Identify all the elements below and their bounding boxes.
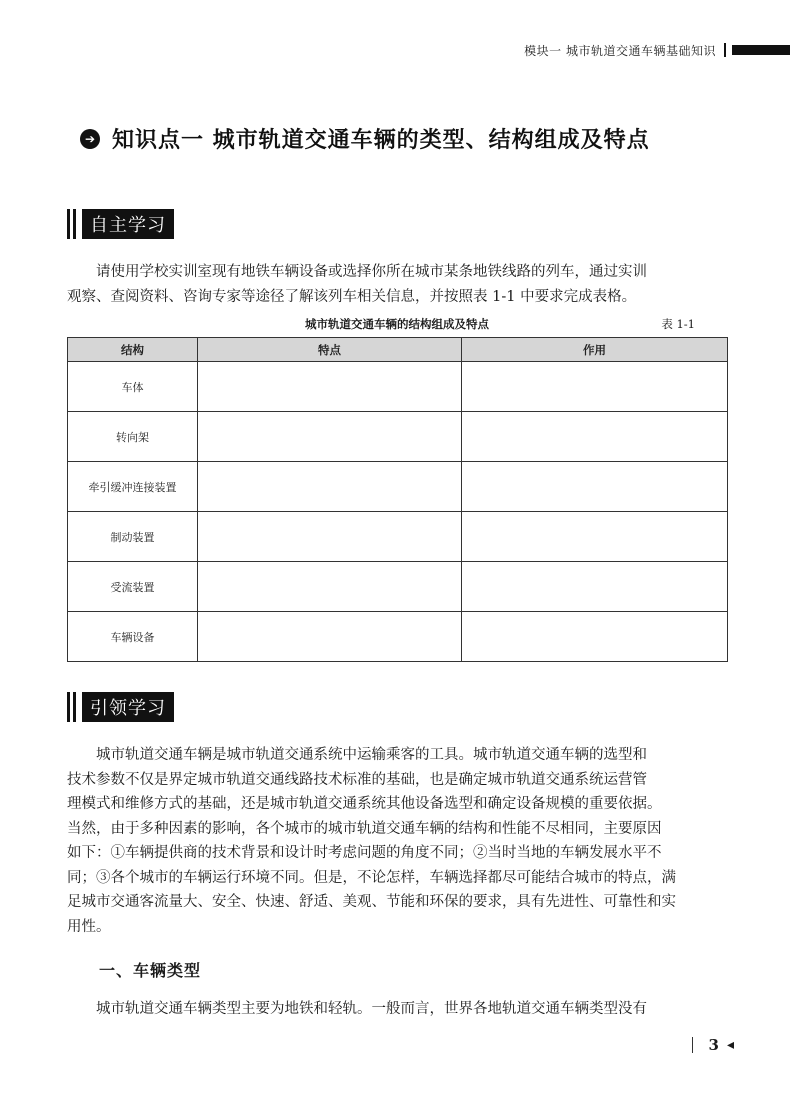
feature-cell[interactable] (198, 362, 462, 412)
paragraph-line: 如下：①车辆提供商的技术背景和设计时考虑问题的角度不同；②当时当地的车辆发展水平不 (67, 845, 662, 861)
table-number: 表 1-1 (661, 317, 695, 331)
section-heading: 一、车辆类型 (99, 961, 202, 980)
function-cell[interactable] (462, 462, 728, 512)
arrow-left-icon: ◂ (726, 1037, 734, 1053)
paragraph-line: 技术参数不仅是界定城市轨道交通线路技术标准的基础，也是确定城市轨道交通系统运营管 (67, 771, 647, 788)
table-header-row (68, 338, 728, 362)
table-row (68, 362, 728, 412)
paragraph-line: 足城市交通客流量大、安全、快速、舒适、美观、节能和环保的要求，具有先进性、可靠性和实 (67, 894, 676, 910)
table-row (68, 462, 728, 512)
paragraph-line: 同；③各个城市的车辆运行环境不同。但是，不论怎样，车辆选择都尽可能结合城市的特点，满 (67, 869, 676, 886)
banner-stripes (67, 209, 79, 239)
structure-cell: 制动装置 (68, 512, 198, 562)
structure-cell: 转向架 (68, 412, 198, 462)
column-header-feature: 特点 (198, 338, 462, 362)
structure-cell: 车辆设备 (68, 612, 198, 662)
structure-table (67, 337, 728, 662)
feature-cell[interactable] (198, 612, 462, 662)
header-divider (724, 43, 726, 57)
paragraph-line: 观察、查阅资料、咨询专家等途径了解该列车相关信息，并按照表 1-1 中要求完成表格。 (67, 288, 637, 305)
paragraph-line: 当然，由于多种因素的影响，各个城市的城市轨道交通车辆的结构和性能不尽相同，主要原因 (67, 820, 662, 837)
page-number: 3 (708, 1036, 719, 1054)
header-bar (732, 45, 790, 55)
function-cell[interactable] (462, 612, 728, 662)
feature-cell[interactable] (198, 562, 462, 612)
guided-study-paragraph (67, 743, 727, 939)
paragraph-line: 城市轨道交通车辆是城市轨道交通系统中运输乘客的工具。城市轨道交通车辆的选型和 (96, 747, 647, 763)
knowledge-point-heading: 知识点一 城市轨道交通车辆的类型、结构组成及特点 (112, 128, 650, 153)
function-cell[interactable] (462, 512, 728, 562)
paragraph-line: 请使用学校实训室现有地铁车辆设备或选择你所在城市某条地铁线路的列车，通过实训 (96, 264, 647, 280)
guided-study-label: 引领学习 (82, 692, 174, 722)
structure-cell: 牵引缓冲连接装置 (68, 462, 198, 512)
table-row (68, 562, 728, 612)
feature-cell[interactable] (198, 512, 462, 562)
column-header-function: 作用 (462, 338, 728, 362)
self-study-paragraph (67, 260, 727, 309)
running-header-title: 模块一 城市轨道交通车辆基础知识 (524, 43, 716, 58)
structure-cell: 车体 (68, 362, 198, 412)
table-caption-title: 城市轨道交通车辆的结构组成及特点 (305, 317, 489, 331)
paragraph-line: 理模式和维修方式的基础，还是城市轨道交通系统其他设备选型和确定设备规模的重要依据。 (67, 796, 662, 812)
feature-cell[interactable] (198, 462, 462, 512)
running-header (524, 40, 790, 60)
function-cell[interactable] (462, 362, 728, 412)
table-row (68, 412, 728, 462)
self-study-label: 自主学习 (82, 209, 174, 239)
function-cell[interactable] (462, 562, 728, 612)
column-header-structure: 结构 (68, 338, 198, 362)
feature-cell[interactable] (198, 412, 462, 462)
section-one-paragraph (67, 997, 727, 1022)
paragraph-line: 用性。 (67, 918, 111, 935)
guided-study-banner (67, 692, 174, 722)
self-study-banner (67, 209, 174, 239)
table-row (68, 512, 728, 562)
knowledge-point-title (80, 123, 650, 154)
table-caption (67, 316, 727, 334)
page-footer (692, 1036, 734, 1054)
structure-cell: 受流装置 (68, 562, 198, 612)
arrow-right-circle-icon: ➔ (80, 129, 100, 149)
banner-stripes (67, 692, 79, 722)
table-row (68, 612, 728, 662)
footer-divider (692, 1037, 693, 1053)
paragraph-line: 城市轨道交通车辆类型主要为地铁和轻轨。一般而言，世界各地轨道交通车辆类型没有 (96, 1001, 647, 1017)
function-cell[interactable] (462, 412, 728, 462)
